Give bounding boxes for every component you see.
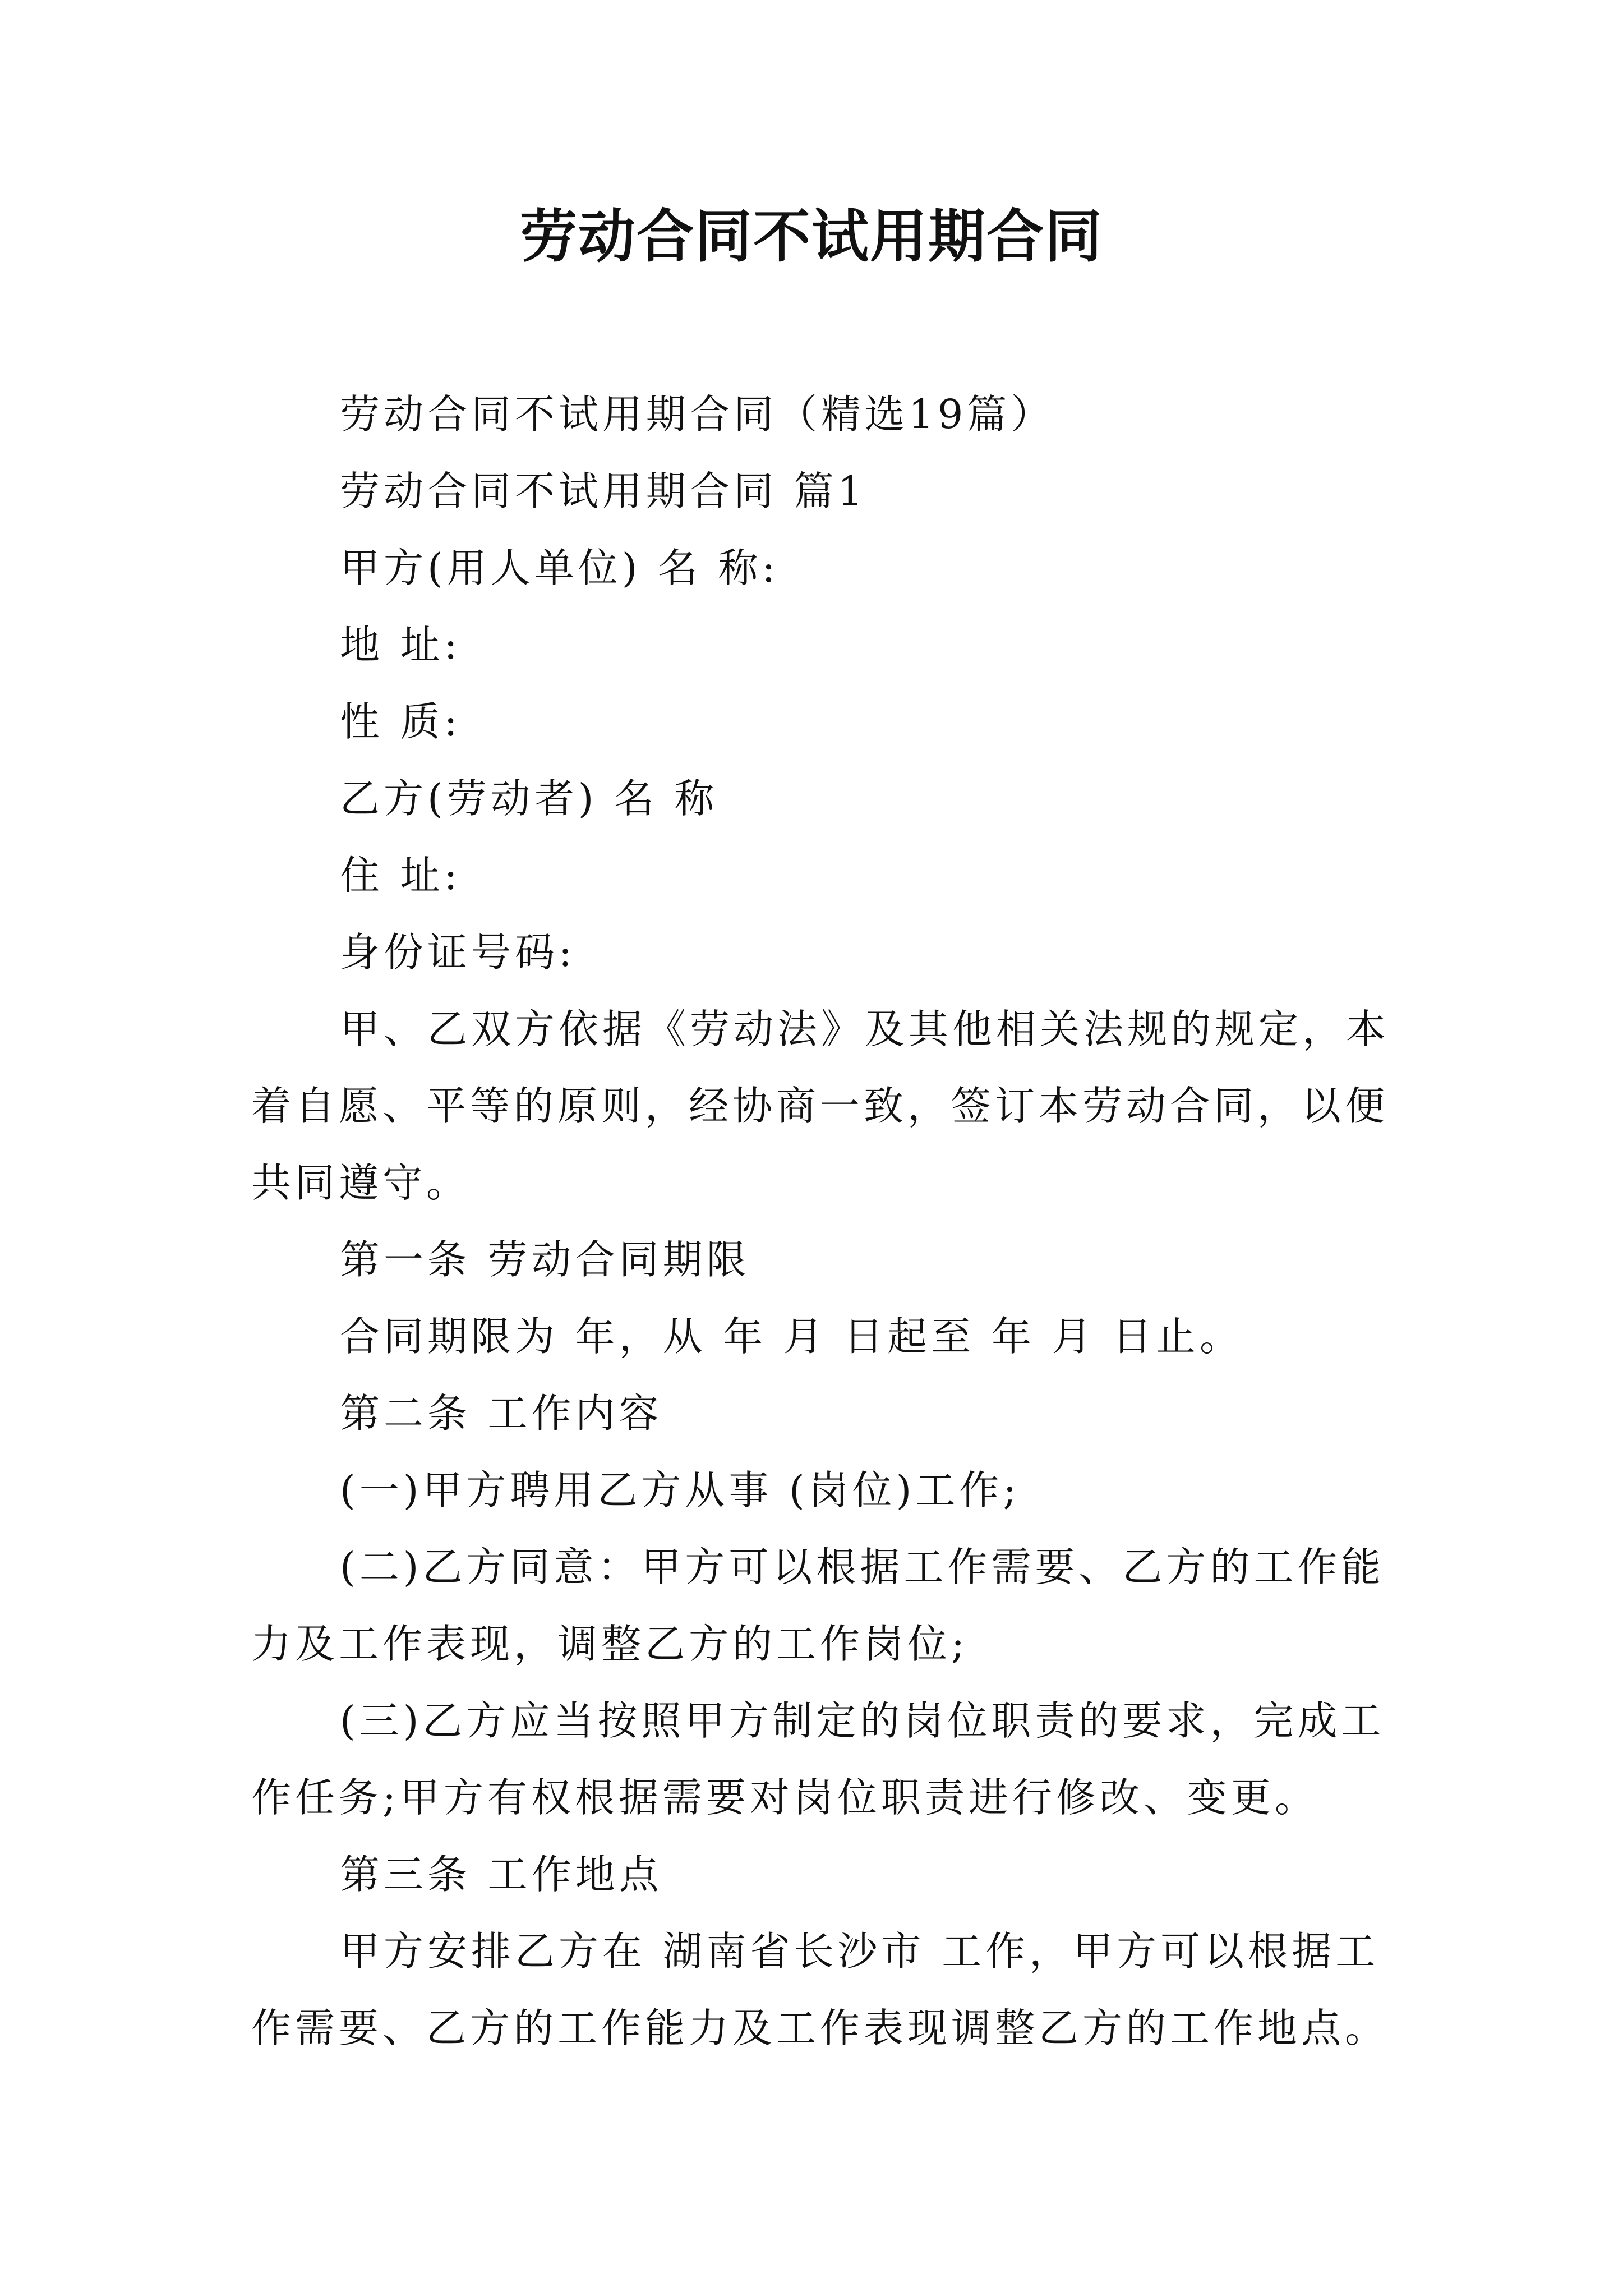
- article-1-term: 合同期限为 年，从 年 月 日起至 年 月 日止。: [340, 1313, 1243, 1360]
- paragraph-preamble: 甲、乙双方依据《劳动法》及其他相关法规的规定，本着自愿、平等的原则，经协商一致，签订本劳动合同，以便共同遵守。: [251, 1006, 1390, 1206]
- party-b-address-line: 住 址:: [340, 852, 462, 899]
- paragraph-section-heading: 劳动合同不试用期合同 篇1: [340, 468, 867, 514]
- paragraph-subtitle: 劳动合同不试用期合同（精选19篇）: [340, 391, 1055, 438]
- article-2-clause-2: (二)乙方同意：甲方可以根据工作需要、乙方的工作能力及工作表现，调整乙方的工作岗位;: [251, 1544, 1385, 1667]
- party-b-name-line: 乙方(劳动者) 名 称: [340, 775, 718, 822]
- document-title: 劳动合同不试用期合同: [520, 203, 1103, 270]
- party-b-id-line: 身份证号码:: [340, 929, 576, 976]
- article-3-heading: 第三条 工作地点: [340, 1851, 663, 1898]
- article-1-heading: 第一条 劳动合同期限: [340, 1236, 750, 1283]
- article-2-heading: 第二条 工作内容: [340, 1390, 663, 1437]
- article-2-clause-3: (三)乙方应当按照甲方制定的岗位职责的要求，完成工作任务;甲方有权根据需要对岗位职责进行修改、变更。: [251, 1697, 1385, 1821]
- document-body: [251, 376, 1390, 2067]
- party-a-address-line: 地 址:: [340, 622, 462, 668]
- party-a-nature-line: 性 质:: [340, 698, 462, 745]
- article-3-location: 甲方安排乙方在 湖南省长沙市 工作，甲方可以根据工作需要、乙方的工作能力及工作表现调整乙方的工作地点。: [251, 1928, 1389, 2051]
- article-2-clause-1: (一)甲方聘用乙方从事 (岗位)工作;: [340, 1467, 1021, 1513]
- party-a-name-line: 甲方(用人单位) 名 称:: [340, 545, 780, 591]
